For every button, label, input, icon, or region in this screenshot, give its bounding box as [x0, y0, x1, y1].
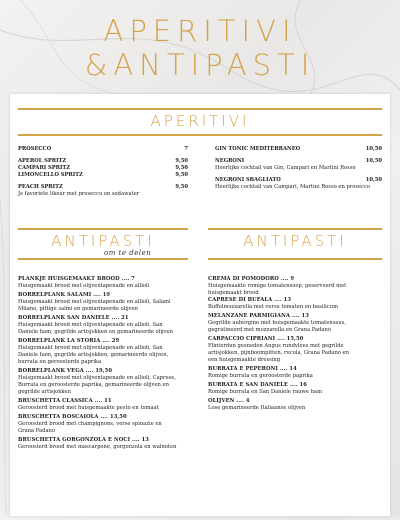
item-name: BRUSCHETTA CLASSICA .... 11: [18, 398, 112, 404]
list-item: [18, 368, 193, 396]
item-description: Heerlijke cocktail van Campari, Martini Rosso en prosecco: [215, 184, 371, 190]
item-description: Grana Padano: [18, 428, 56, 434]
item-name: CAPRESE DI BUFALA .... 13: [208, 297, 292, 303]
list-item: [208, 336, 382, 364]
item-name: PLANKJE HUISGEMAAKT BROOD .... 7: [18, 276, 135, 282]
list-item: [18, 414, 193, 435]
item-description: Romige burrata en San Daniele rauwe ham: [208, 389, 323, 395]
item-description: gegrilde artisjokken: [18, 389, 71, 395]
list-item: [208, 366, 382, 380]
list-item: [18, 165, 188, 172]
item-description: Buffelmozzarella met verse tomaten en basilicum: [208, 304, 339, 310]
menu-sheet: [10, 94, 390, 516]
item-name: BRUSCHETTA BOSCAIOLA .... 13,50: [18, 414, 127, 420]
item-description: burrata en geroosterde paprika: [18, 359, 102, 365]
list-item: [18, 437, 193, 451]
item-name: BURRATA E PEPERONI .... 14: [208, 366, 297, 372]
item-description: huisgemaakt brood: [208, 290, 259, 296]
antipasti-right-top-rule: [208, 228, 382, 230]
item-name: PEACH SPRITZ: [18, 184, 63, 190]
item-description: Milano, pittige salmi en gemarineerde olijven: [18, 306, 138, 312]
hero-title-line1: APERITIVI: [103, 14, 297, 48]
item-description: artisjokken, pijnboompitten, rucola, Grana Padano en: [208, 350, 349, 356]
item-name: LIMONCELLO SPRITZ: [18, 172, 83, 178]
item-description: Burrata en geroosterde paprika, gemarineerde olijven en: [18, 382, 169, 388]
item-name: CARPACCIO CIPRIANI .... 15,50: [208, 336, 304, 342]
item-name: BRUSCHETTA GORGONZOLA E NOCI .... 13: [18, 437, 149, 443]
item-description: een huisgemaakte dressing: [208, 357, 281, 363]
item-price: 7: [184, 146, 188, 152]
item-description: Daniele ham, gegrilde artisjokken en gemarineerde olijven: [18, 329, 173, 335]
antipasti-left-list: [18, 276, 193, 451]
item-price: 9,50: [175, 184, 188, 190]
item-description: Huisgemaakte romige tomatensoep, geserveerd met: [208, 283, 347, 289]
list-item: [18, 184, 188, 198]
item-name: CREMA DI POMODORO .... 9: [208, 276, 295, 282]
item-name: BORRELPLANK VEGA .... 19,50: [18, 368, 113, 374]
list-item: [208, 276, 382, 297]
list-item: [215, 177, 382, 191]
antipasti-right-title: ANTIPASTI: [243, 232, 347, 250]
item-price: 10,50: [365, 146, 382, 152]
list-item: [18, 338, 193, 366]
antipasti-subtitle: om te delen: [104, 249, 152, 257]
list-item: [18, 398, 193, 412]
item-description: Huisgemaakt brood met olijventapenade en allioli, San: [18, 322, 163, 328]
item-name: CAMPARI SPRITZ: [18, 165, 71, 171]
item-description: Flinterdun gesneden Angus rundvlees met gegrilde: [208, 343, 344, 349]
item-description: Romige burrata en geroosterde paprika: [208, 373, 313, 379]
list-item: [18, 315, 193, 336]
item-description: Lose gemarineerde Italiaanse olijven: [208, 405, 306, 411]
aperitivi-right-list: [215, 146, 382, 191]
item-price: 9,50: [175, 172, 188, 178]
antipasti-right-list: [208, 276, 382, 412]
list-item: [208, 382, 382, 396]
item-description: Daniele ham, gegrilde artisjokken, gemarineerde olijven,: [18, 352, 169, 358]
item-description: Heerlijke cocktail van Gin, Campari en Martini Rosso: [215, 165, 356, 171]
list-item: [18, 172, 188, 179]
item-description: Huisgemaakt brood met olijventapenade en allioli: [18, 283, 150, 289]
item-description: Geroosterd brood met champignons, verse spinazie en: [18, 421, 162, 427]
item-description: Je favoriete likeur met prosecco en sodawater: [18, 191, 140, 197]
item-name: NEGRONI: [215, 158, 245, 164]
item-description: gegratineerd met mozzarella en Grana Padano: [208, 327, 331, 333]
item-price: 9,50: [175, 158, 188, 164]
antipasti-left-title: ANTIPASTI: [51, 232, 155, 250]
antipasti-right-bottom-rule: [208, 258, 382, 260]
item-description: Geroosterd brood met mascarpone, gorgonzola en walnoten: [18, 444, 177, 450]
item-price: 10,50: [365, 177, 382, 183]
aperitivi-title: APERITIVI: [150, 112, 250, 130]
list-item: [18, 158, 188, 165]
list-item: [18, 146, 188, 153]
item-price: 10,50: [365, 158, 382, 164]
item-name: NEGRONI SBAGLIATO: [215, 177, 281, 183]
list-item: [18, 292, 193, 313]
list-item: [215, 158, 382, 172]
item-name: OLIJVEN .... 4: [208, 398, 250, 404]
item-name: BORRELPLANK SAN DANIELE .... 21: [18, 315, 129, 321]
list-item: [215, 146, 382, 153]
antipasti-left-top-rule: [18, 228, 188, 230]
item-description: Geroosterd brood met huisgemaakte pesto en tomaat: [18, 405, 159, 411]
aperitivi-left-list: [18, 146, 188, 198]
item-description: Huisgemaakt brood met olijventapenade en allioli, Salami: [18, 299, 171, 305]
item-name: BURRATA E SAN DANIELE .... 16: [208, 382, 307, 388]
item-name: BORRELPLANK SALAMI .... 19: [18, 292, 111, 298]
antipasti-left-bottom-rule: [18, 258, 188, 260]
aperitivi-bottom-rule: [18, 134, 382, 136]
item-description: Gegrilde aubergine met huisgemaakte tomatensaus,: [208, 320, 347, 326]
item-price: 9,50: [175, 165, 188, 171]
list-item: [208, 313, 382, 334]
item-name: APEROL SPRITZ: [18, 158, 67, 164]
hero-title-line2: &ANTIPASTI: [84, 48, 316, 82]
aperitivi-top-rule: [18, 108, 382, 110]
item-name: PROSECCO: [18, 146, 52, 152]
item-description: Huisgemaakt brood met olijventapenade en allioli, Caprese,: [18, 375, 176, 381]
list-item: [208, 297, 382, 311]
item-name: GIN TONIC MEDITERRANEO: [215, 146, 301, 152]
item-description: Huisgemaakt brood met olijventapenade en allioli, San: [18, 345, 163, 351]
list-item: [208, 398, 382, 412]
item-name: BORRELPLANK LA STORIA .... 29: [18, 338, 120, 344]
item-name: MELANZANE PARMIGIANA .... 13: [208, 313, 309, 319]
list-item: [18, 276, 193, 290]
